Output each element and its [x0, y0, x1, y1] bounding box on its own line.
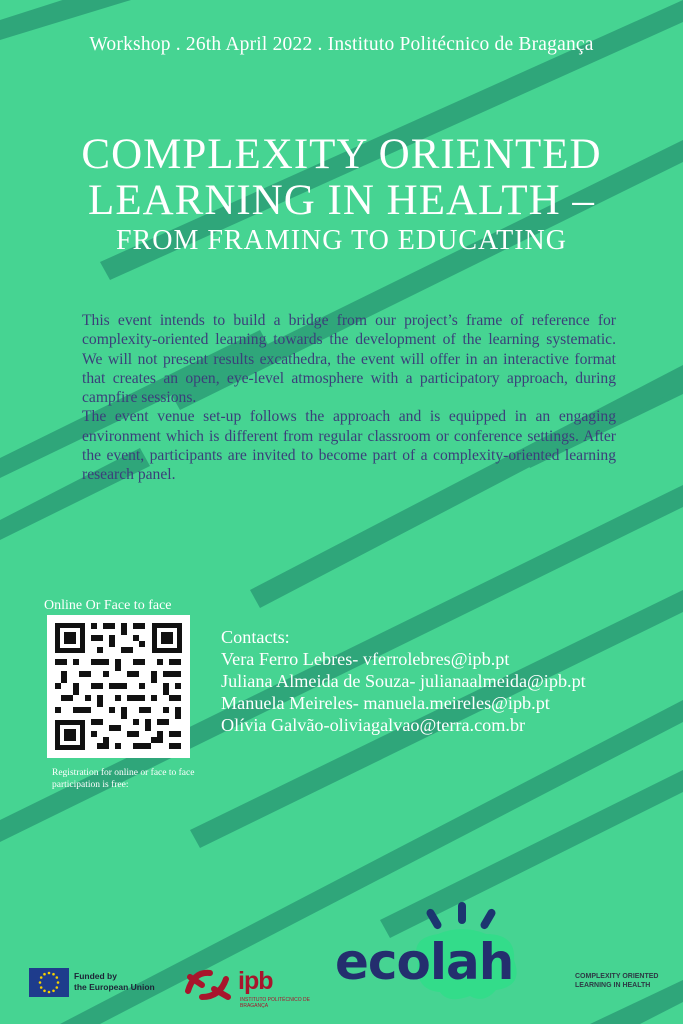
- ipb-logo-icon: [180, 963, 238, 1003]
- qr-label: Online Or Face to face: [44, 598, 172, 613]
- page-title: [0, 132, 683, 256]
- description-paragraph-2: The event venue set-up follows the approach and is equipped in an engaging environment which is different from regular classroom or conference settings. After the event, participants are invited to become part of a complexity-oriented learning research panel.: [82, 408, 616, 484]
- contact-item[interactable]: Juliana Almeida de Souza- julianaalmeida@ipb.pt: [221, 671, 586, 691]
- contact-item[interactable]: Olívia Galvão-oliviagalvao@terra.com.br: [221, 715, 526, 735]
- title-line-1: COMPLEXITY ORIENTED: [81, 131, 602, 178]
- event-date-location: Workshop . 26th April 2022 . Instituto Politécnico de Bragança: [89, 34, 594, 55]
- registration-qr[interactable]: [47, 615, 190, 758]
- eu-funding-label: Funded by the European Union: [74, 971, 155, 992]
- title-subtitle: FROM FRAMING TO EDUCATING: [115, 225, 567, 256]
- description-paragraph-1: This event intends to build a bridge from our project’s frame of reference for complexity-oriented learning towards the development of the learning systematic. We will not present results excathedra, the event will offer in an interactive format that creates an open, eye-level atmosphere with a participatory approach, during campfire sessions.: [82, 312, 616, 407]
- event-description: [82, 311, 616, 485]
- ecolah-tagline: COMPLEXITY ORIENTED LEARNING IN HEALTH: [575, 973, 659, 989]
- registration-note: Registration for online or face to face participation is free:: [52, 768, 195, 790]
- ecolah-logo-text: ecolah: [335, 933, 514, 991]
- contact-item[interactable]: Vera Ferro Lebres- vferrolebres@ipb.pt: [221, 649, 510, 669]
- ipb-logo-text: ipb: [238, 967, 273, 995]
- contacts-block: [221, 626, 586, 736]
- contact-item[interactable]: Manuela Meireles- manuela.meireles@ipb.pt: [221, 693, 550, 713]
- eu-flag-icon: [29, 968, 69, 997]
- ipb-logo-subtitle: INSTITUTO POLITÉCNICO DE BRAGANÇA: [240, 997, 310, 1009]
- qr-code-icon: [47, 615, 190, 758]
- contacts-heading: Contacts:: [221, 627, 290, 647]
- title-line-2: LEARNING IN HEALTH –: [88, 177, 595, 224]
